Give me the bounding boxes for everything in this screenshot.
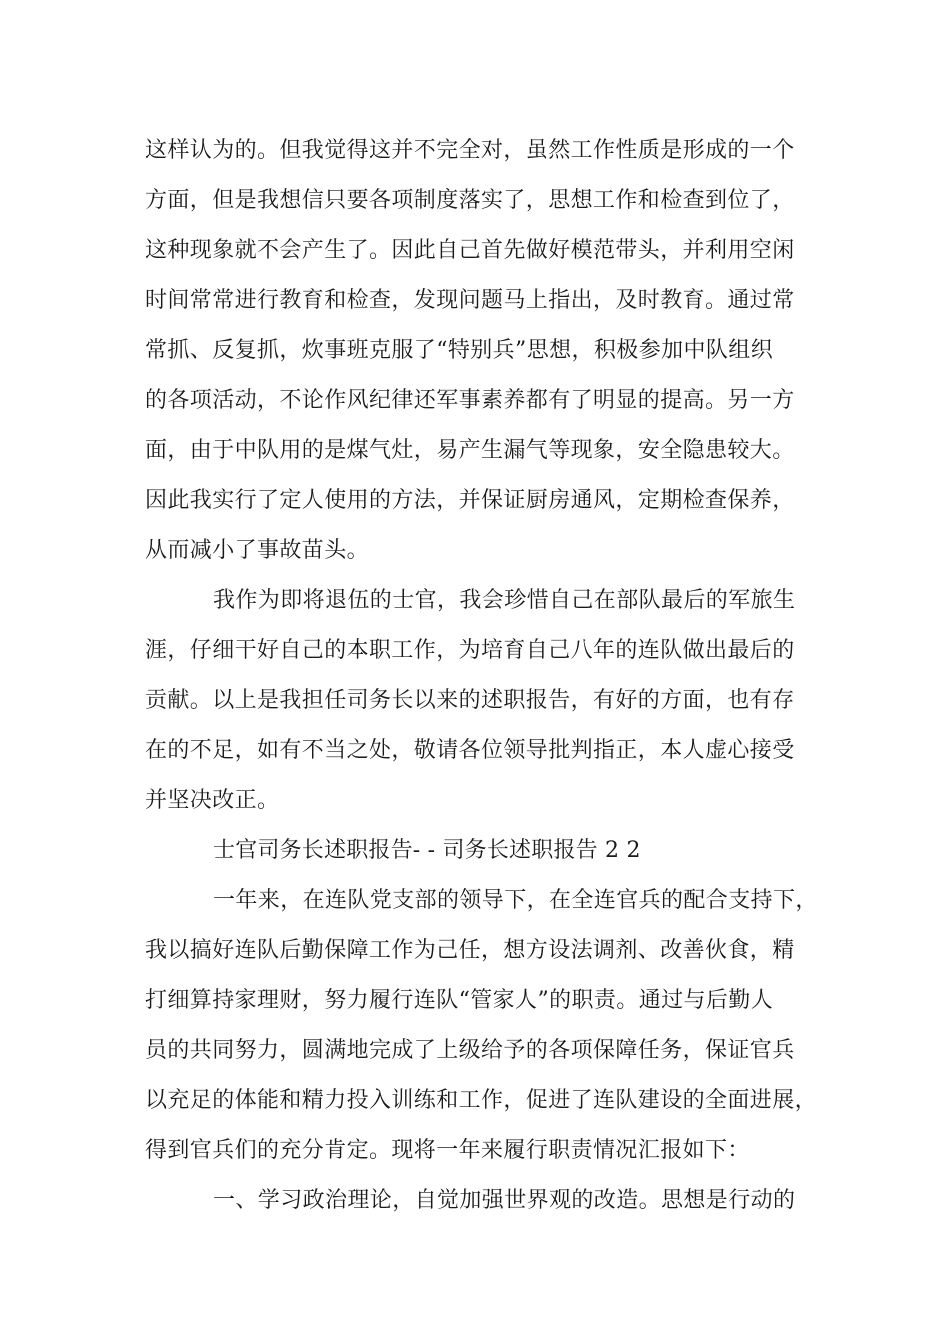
text-line: 得到官兵们的充分肯定。现将一年来履行职责情况汇报如下：: [145, 1138, 750, 1163]
paragraph-first-line: 我作为即将退伍的士官，我会珍惜自己在部队最后的军旅生: [213, 588, 796, 613]
text-line: 以充足的体能和精力投入训练和工作，促进了连队建设的全面进展，: [145, 1088, 818, 1113]
text-line: 这样认为的。但我觉得这并不完全对，虽然工作性质是形成的一个: [145, 138, 795, 163]
text-line: 员的共同努力，圆满地完成了上级给予的各项保障任务，保证官兵: [145, 1038, 795, 1063]
text-line: 常抓、反复抓，炊事班克服了“特别兵”思想，积极参加中队组织: [145, 338, 774, 363]
text-line: 我以搞好连队后勤保障工作为己任，想方设法调剂、改善伙食，精: [145, 938, 795, 963]
text-line: 方面，但是我想信只要各项制度落实了，思想工作和检查到位了，: [145, 188, 795, 213]
text-line: 因此我实行了定人使用的方法，并保证厨房通风，定期检查保养，: [145, 488, 795, 513]
text-line: 面，由于中队用的是煤气灶，易产生漏气等现象，安全隐患较大。: [145, 438, 795, 463]
paragraph-first-line: 一年来，在连队党支部的领导下，在全连官兵的配合支持下，: [213, 888, 818, 913]
text-line: 这种现象就不会产生了。因此自己首先做好模范带头，并利用空闲: [145, 238, 795, 263]
text-line: 涯，仔细干好自己的本职工作，为培育自己八年的连队做出最后的: [145, 638, 795, 663]
text-line: 并坚决改正。: [145, 788, 280, 813]
text-line: 在的不足，如有不当之处，敬请各位领导批判指正，本人虚心接受: [145, 738, 795, 763]
text-line: 从而减小了事故苗头。: [145, 538, 370, 563]
section-heading: 士官司务长述职报告- - 司务长述职报告 2 2: [213, 838, 641, 863]
paragraph-first-line: 一、学习政治理论，自觉加强世界观的改造。思想是行动的: [213, 1188, 796, 1213]
text-line: 贡献。以上是我担任司务长以来的述职报告，有好的方面，也有存: [145, 688, 795, 713]
text-line: 打细算持家理财，努力履行连队“管家人”的职责。通过与后勤人: [145, 988, 774, 1013]
text-line: 时间常常进行教育和检查，发现问题马上指出，及时教育。通过常: [145, 288, 795, 313]
text-line: 的各项活动，不论作风纪律还军事素养都有了明显的提高。另一方: [145, 388, 795, 413]
